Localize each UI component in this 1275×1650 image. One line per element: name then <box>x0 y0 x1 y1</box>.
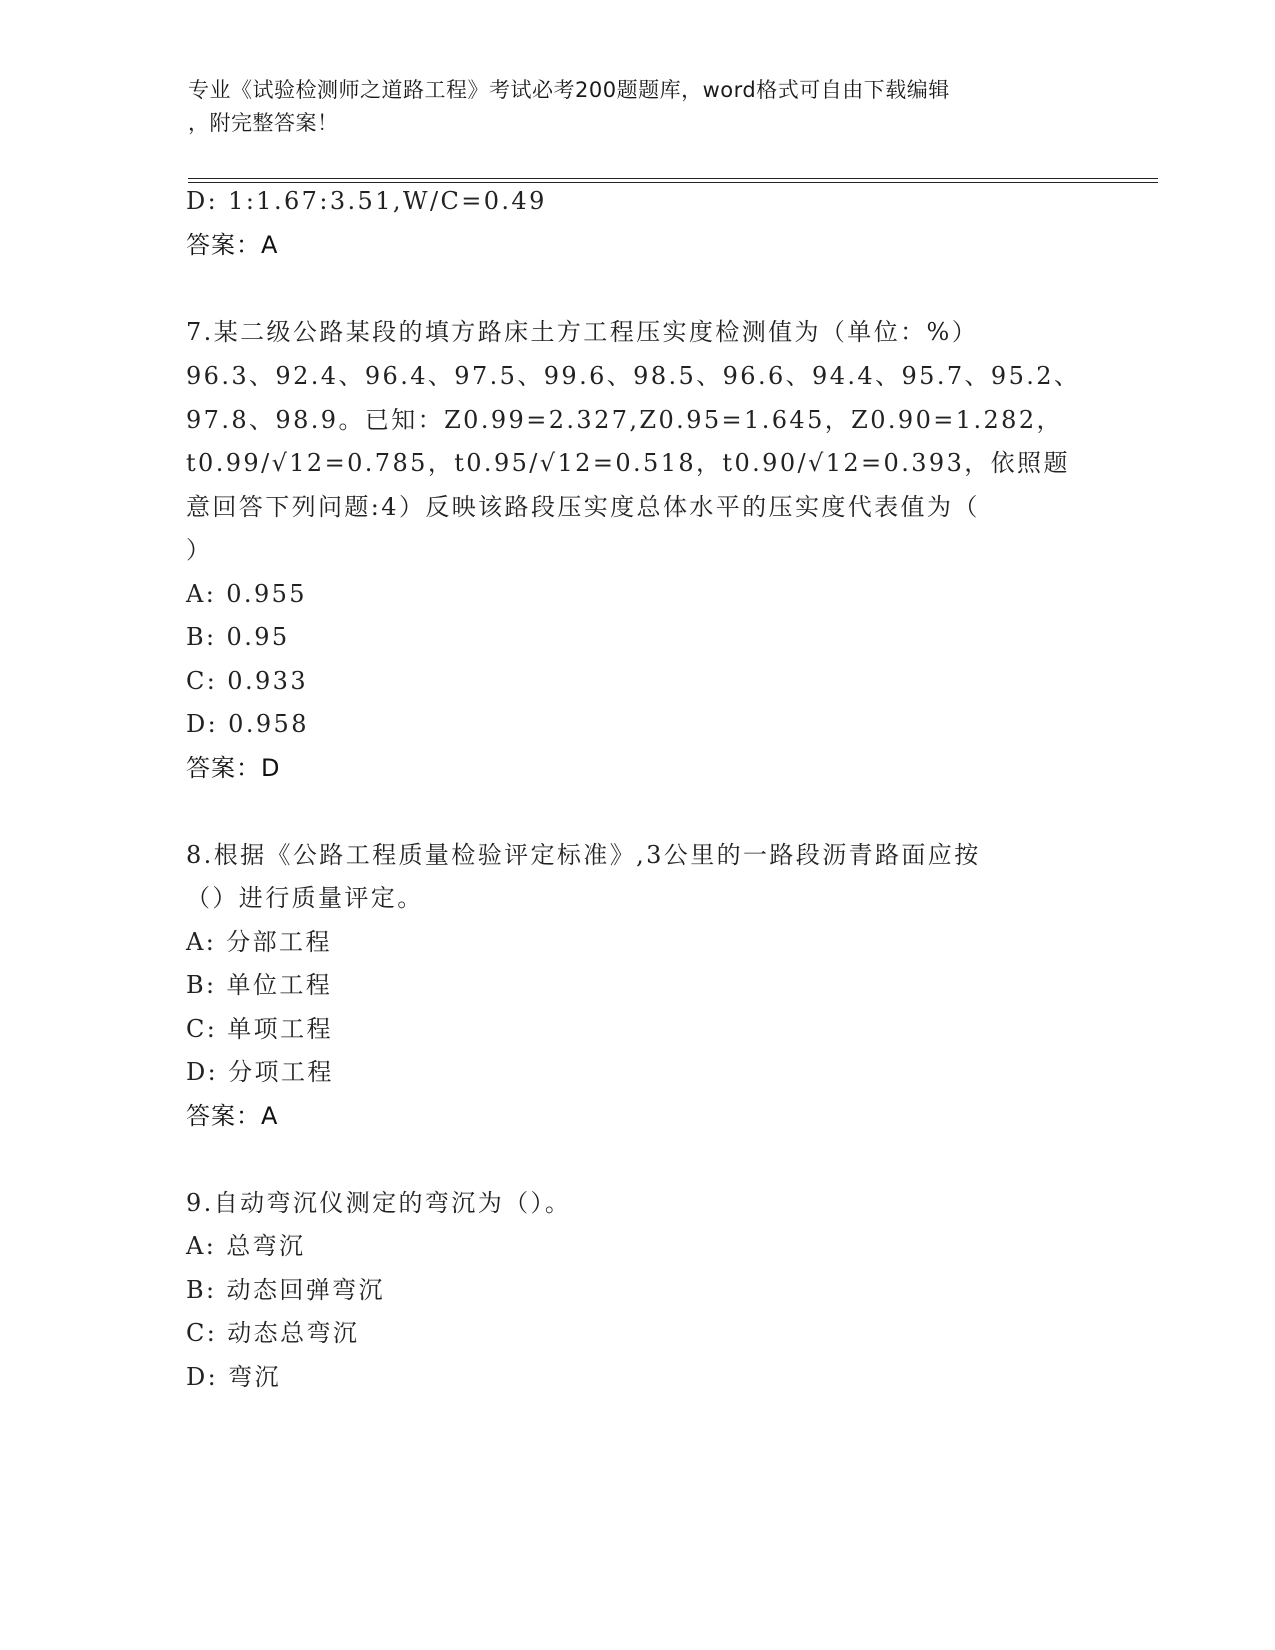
q9-option-b: B: 动态回弹弯沉 <box>186 1276 385 1304</box>
header-title-line-1: 专业《试验检测师之道路工程》考试必考200题题库，word格式可自由下载编辑 <box>188 78 950 102</box>
header-divider-top <box>188 178 1158 179</box>
q7-option-a: A: 0.955 <box>186 580 307 608</box>
q7-text-line-5: 意回答下列问题:4）反映该路段压实度总体水平的压实度代表值为（ <box>186 493 980 521</box>
q7-option-d: D: 0.958 <box>186 710 309 738</box>
q7-text-line-6: ） <box>186 536 213 564</box>
q9-option-a: A: 总弯沉 <box>186 1232 306 1260</box>
q8-option-a: A: 分部工程 <box>186 928 332 956</box>
q7-option-c: C: 0.933 <box>186 667 308 695</box>
q7-text-line-3: 97.8、98.9。已知：Z0.99=2.327,Z0.95=1.645，Z0.90=1.282， <box>186 406 1063 434</box>
q8-text-line-1: 8.根据《公路工程质量检验评定标准》,3公里的一路段沥青路面应按 <box>186 841 981 869</box>
q7-text-line-2: 96.3、92.4、96.4、97.5、99.6、98.5、96.6、94.4、95.7、95.2、 <box>186 362 1081 390</box>
page-header <box>188 74 1068 140</box>
q7-text-line-1: 7.某二级公路某段的填方路床土方工程压实度检测值为（单位：%） <box>186 318 979 346</box>
q6-option-d: D: 1:1.67:3.51,W/C=0.49 <box>186 187 547 215</box>
q6-answer: 答案：A <box>186 231 279 259</box>
q7-option-b: B: 0.95 <box>186 623 290 651</box>
q9-option-c: C: 动态总弯沉 <box>186 1319 360 1347</box>
q8-option-b: B: 单位工程 <box>186 971 333 999</box>
q7-answer: 答案：D <box>186 754 281 782</box>
header-divider-bottom <box>188 182 1158 183</box>
q8-option-d: D: 分项工程 <box>186 1058 334 1086</box>
q7-text-line-4: t0.99/√12=0.785，t0.95/√12=0.518，t0.90/√12=0.393，依照题 <box>186 449 1070 477</box>
header-title-line-2: ，附完整答案！ <box>188 111 339 135</box>
q8-option-c: C: 单项工程 <box>186 1015 333 1043</box>
q9-option-d: D: 弯沉 <box>186 1363 281 1391</box>
q9-text-line-1: 9.自动弯沉仪测定的弯沉为（）。 <box>186 1189 572 1217</box>
q8-text-line-2: （）进行质量评定。 <box>186 884 424 912</box>
q8-answer: 答案：A <box>186 1102 279 1130</box>
